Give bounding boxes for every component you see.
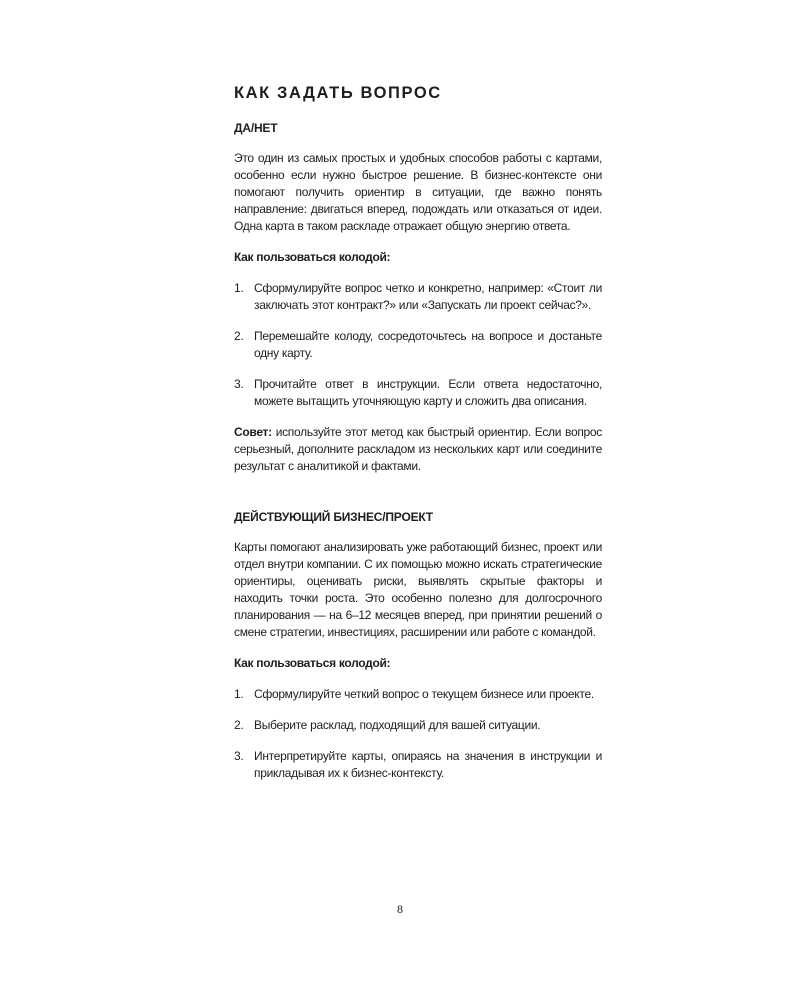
list-item-number: 3.	[234, 377, 244, 391]
howto-heading: Как пользоваться колодой:	[234, 250, 391, 264]
list-item-text: Сформулируйте вопрос четко и конкретно, например: «Стоит ли заключать этот контракт?» или «Запускать ли проект сейчас?».	[254, 281, 602, 312]
page-content	[234, 82, 602, 796]
steps-list	[234, 280, 602, 410]
list-item-text: Выберите расклад, подходящий для вашей ситуации.	[254, 718, 541, 732]
page-number: 8	[397, 902, 403, 916]
section-intro: Карты помогают анализировать уже работающий бизнес, проект или отдел внутри компании. С их помощью можно искать стратегические ориентиры, оценивать риски, выявлять скрытые факторы и находить точки роста. Это особенно полезно для долгосрочного планирования — на 6–12 месяцев вперед, при принятии решений о смене стратегии, инвестициях, расширении или работе с командой.	[234, 540, 602, 639]
list-item-number: 1.	[234, 281, 244, 295]
section-spacer	[234, 489, 602, 509]
tip-text: используйте этот метод как быстрый ориентир. Если вопрос серьезный, дополните раскладом из нескольких карт или соедините результат с аналитикой и фактами.	[234, 425, 602, 473]
list-item	[234, 280, 602, 314]
howto-heading: Как пользоваться колодой:	[234, 656, 391, 670]
list-item-number: 2.	[234, 718, 244, 732]
list-item-text: Интерпретируйте карты, опираясь на значения в инструкции и прикладывая их к бизнес-контексту.	[254, 749, 602, 780]
list-item	[234, 686, 602, 703]
list-item	[234, 748, 602, 782]
list-item-text: Перемешайте колоду, сосредоточьтесь на вопросе и достаньте одну карту.	[254, 329, 602, 360]
tip-label: Совет:	[234, 425, 272, 439]
list-item-text: Прочитайте ответ в инструкции. Если ответа недостаточно, можете вытащить уточняющую карту и сложить два описания.	[254, 377, 602, 408]
list-item	[234, 328, 602, 362]
section-title: ДЕЙСТВУЮЩИЙ БИЗНЕС/ПРОЕКТ	[234, 510, 433, 524]
list-item	[234, 717, 602, 734]
list-item-number: 3.	[234, 749, 244, 763]
section-intro: Это один из самых простых и удобных способов работы с картами, особенно если нужно быстрое решение. В бизнес-контексте они помогают получить ориентир в ситуации, где важно понять направление: двигаться вперед, подождать или отказаться от идеи. Одна карта в таком раскладе отражает общую энергию ответа.	[234, 151, 602, 233]
list-item-text: Сформулируйте четкий вопрос о текущем бизнесе или проекте.	[254, 687, 594, 701]
list-item-number: 1.	[234, 687, 244, 701]
page-title: КАК ЗАДАТЬ ВОПРОС	[234, 84, 442, 102]
section-yes-no	[234, 120, 602, 475]
list-item	[234, 376, 602, 410]
list-item-number: 2.	[234, 329, 244, 343]
steps-list	[234, 686, 602, 782]
section-title: ДА/НЕТ	[234, 121, 278, 135]
tip-paragraph	[234, 424, 602, 475]
section-active-business	[234, 509, 602, 782]
